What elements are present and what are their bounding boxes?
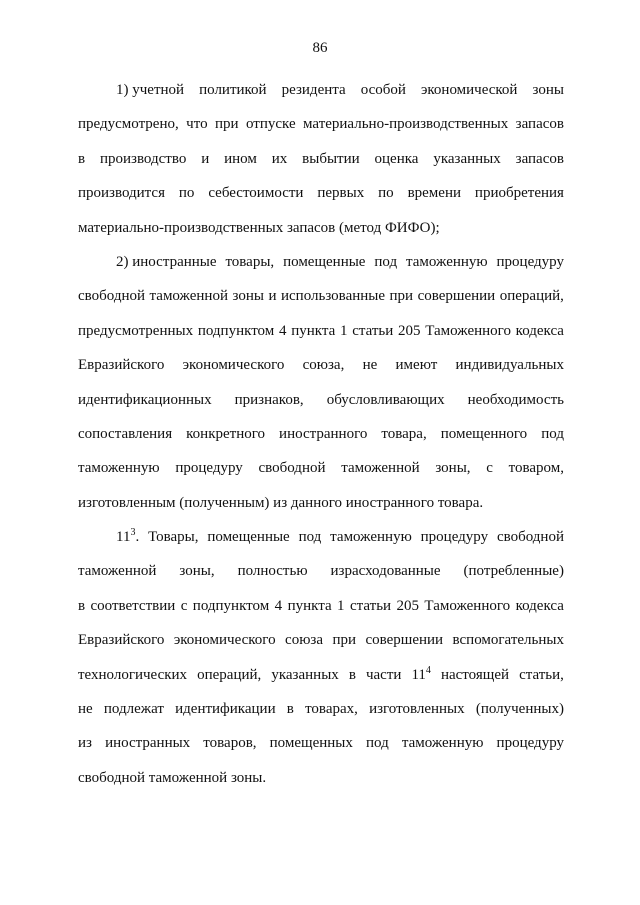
word: экономического: [173, 632, 276, 649]
word: идентификационных: [78, 391, 212, 408]
word: товарах,: [305, 701, 358, 718]
word: таможенную: [78, 460, 160, 477]
word: подлежат: [103, 701, 164, 718]
text-line: [78, 726, 564, 760]
word: в: [78, 597, 86, 614]
word: по: [378, 185, 394, 202]
paragraph-3: [78, 520, 564, 795]
word: процедуру: [175, 460, 243, 477]
text-line: [78, 142, 564, 176]
word: таможенную: [406, 253, 488, 270]
word: Таможенного: [424, 597, 511, 614]
word: зоны,: [179, 563, 215, 580]
word: под: [541, 425, 564, 442]
word: процедуру: [420, 529, 489, 546]
word: предусмотрено,: [78, 116, 179, 133]
word: таможенную: [401, 735, 484, 752]
paragraph-2: [78, 245, 564, 520]
word: зоны: [232, 288, 264, 305]
word: 2) иностранные: [116, 253, 217, 270]
word: сопоставления: [78, 425, 173, 442]
word: 1: [339, 322, 348, 339]
word: себестоимости: [208, 185, 304, 202]
word: кодекса: [515, 322, 564, 339]
word: ином: [224, 150, 257, 167]
word: совершении: [417, 288, 496, 305]
word: необходимость: [467, 391, 564, 408]
word: производство: [99, 150, 187, 167]
word: не: [362, 357, 378, 374]
word: оценка: [374, 150, 419, 167]
word: свободной: [78, 288, 146, 305]
word: производится: [78, 185, 165, 202]
superscript: 3: [130, 527, 136, 539]
part-reference: $11^4$: [411, 664, 431, 683]
word: таможенной: [341, 460, 420, 477]
text-line: [78, 314, 564, 348]
word: 1: [337, 597, 345, 614]
text-line: материально-производственных запасов (метод ФИФО);: [78, 219, 440, 236]
word: иностранного: [279, 425, 368, 442]
document-body: [78, 73, 564, 795]
word: 4: [278, 322, 287, 339]
word: что: [186, 116, 208, 133]
word: помещенных: [269, 735, 353, 752]
word: из: [78, 735, 92, 752]
word: использованные: [281, 288, 386, 305]
word: запасов: [515, 116, 564, 133]
word: идентификации: [175, 701, 276, 718]
word: технологических: [78, 666, 188, 683]
word: предусмотренных: [78, 322, 194, 339]
word: части: [365, 666, 402, 683]
word: имеют: [395, 357, 438, 374]
page-number: 86: [312, 40, 328, 56]
paragraph-1: [78, 73, 564, 245]
word: процедуру: [496, 735, 564, 752]
word: помещенные: [283, 253, 366, 270]
word: запасов: [515, 150, 564, 167]
word: указанных: [271, 666, 339, 683]
word: указанных: [433, 150, 501, 167]
word: кодекса: [515, 597, 564, 614]
word: операций,: [499, 288, 564, 305]
word: выбытии: [302, 150, 360, 167]
word: зоны: [532, 82, 564, 98]
word: и: [201, 150, 210, 167]
word: приобретения: [474, 185, 564, 202]
word: изготовленных: [369, 701, 465, 718]
word: полностью: [237, 563, 308, 580]
text-line: [78, 692, 564, 726]
word: пункта: [287, 597, 332, 614]
word: и: [268, 288, 277, 305]
word: экономической: [420, 82, 518, 98]
text-line: [78, 279, 564, 313]
text-line: [78, 451, 564, 485]
word: при: [389, 288, 414, 305]
word: 4: [274, 597, 283, 614]
text-line: изготовленным (полученным) из данного иностранного товара.: [78, 494, 484, 511]
word: в: [286, 701, 294, 718]
word: 205: [396, 597, 419, 614]
word: Товары,: [148, 529, 199, 546]
word: конкретного: [186, 425, 266, 442]
text-line: [78, 417, 564, 451]
word: под: [365, 735, 389, 752]
word: не: [78, 701, 93, 718]
text-line: [78, 623, 564, 657]
word: товаров,: [203, 735, 257, 752]
word: союза: [285, 632, 323, 649]
word: Евразийского: [78, 632, 165, 649]
word: экономического: [182, 357, 285, 374]
word: первых: [317, 185, 365, 202]
word: обусловливающих: [326, 391, 445, 408]
word: с: [486, 460, 493, 477]
word: при: [215, 116, 239, 133]
word: подпунктом: [192, 597, 270, 614]
word: отпуске: [245, 116, 296, 133]
word: товаром,: [508, 460, 564, 477]
word: 205: [398, 322, 421, 339]
word: политикой: [199, 82, 267, 98]
word: в: [348, 666, 356, 683]
section-number: $11^3$.: [116, 527, 140, 546]
word: свободной: [496, 529, 564, 546]
word: статьи: [352, 322, 394, 339]
word: Таможенного: [425, 322, 511, 339]
text-line: [78, 658, 564, 692]
word: индивидуальных: [455, 357, 564, 374]
word: под: [298, 529, 322, 546]
word: материально-производственных: [303, 116, 509, 133]
word: подпунктом: [197, 322, 275, 339]
superscript: 4: [425, 664, 431, 676]
word: под: [374, 253, 398, 270]
word: совершении: [365, 632, 444, 649]
word: при: [332, 632, 356, 649]
text-line: [78, 348, 564, 382]
word: товара,: [381, 425, 427, 442]
word: свободной: [258, 460, 326, 477]
word: резидента: [281, 82, 346, 98]
word: (потребленные): [463, 563, 564, 580]
text-line: свободной таможенной зоны.: [78, 769, 267, 786]
word: соответствии: [90, 597, 176, 614]
text-line: [78, 73, 564, 107]
word: процедуру: [496, 253, 564, 270]
text-line: [78, 554, 564, 588]
word: статьи,: [519, 666, 564, 683]
text-line: [78, 520, 564, 554]
word: в: [78, 150, 86, 167]
word: товары,: [225, 253, 275, 270]
word: зоны,: [435, 460, 471, 477]
text-line: [78, 176, 564, 210]
word: статьи: [349, 597, 392, 614]
word: операций,: [197, 666, 262, 683]
word: таможенную: [330, 529, 412, 546]
word: Евразийского: [78, 357, 165, 374]
word: настоящей: [440, 666, 510, 683]
word: израсходованные: [330, 563, 441, 580]
text-line: [78, 383, 564, 417]
word: союза,: [302, 357, 345, 374]
word: времени: [407, 185, 462, 202]
text-line: [78, 245, 564, 279]
text-line: [78, 589, 564, 623]
word: особой: [360, 82, 406, 98]
text-line: [78, 107, 564, 141]
word: их: [271, 150, 288, 167]
word: по: [178, 185, 195, 202]
word: с: [180, 597, 188, 614]
word: 1) учетной: [116, 82, 185, 98]
word: (полученных): [475, 701, 564, 718]
word: таможенной: [149, 288, 228, 305]
word: иностранных: [105, 735, 191, 752]
word: помещенные: [207, 529, 290, 546]
word: вспомогательных: [452, 632, 564, 649]
word: пункта: [291, 322, 336, 339]
word: помещенного: [440, 425, 528, 442]
word: таможенной: [78, 563, 157, 580]
word: признаков,: [234, 391, 304, 408]
